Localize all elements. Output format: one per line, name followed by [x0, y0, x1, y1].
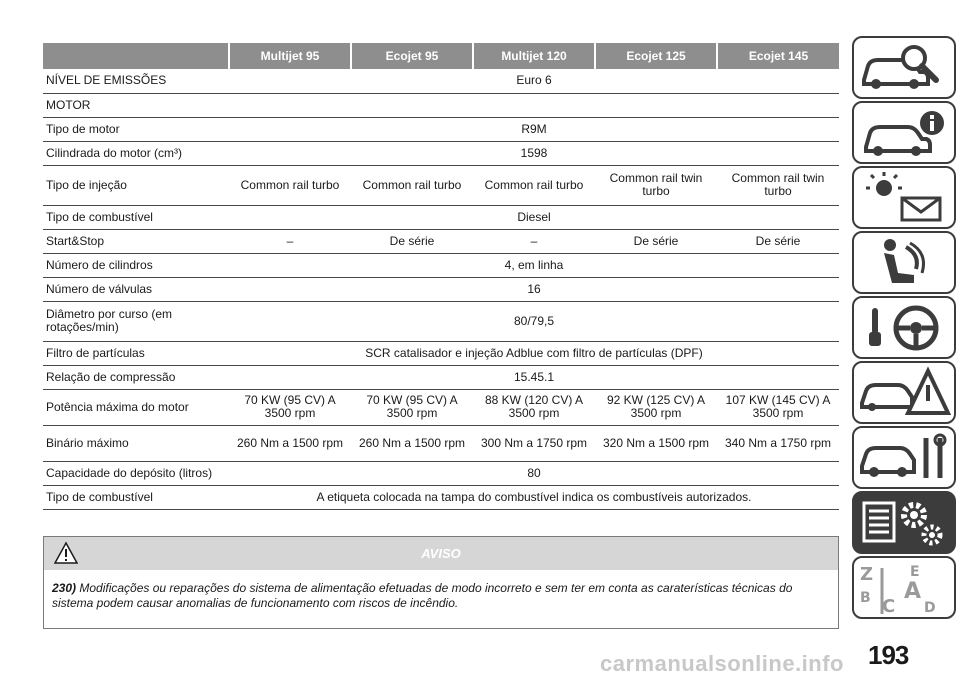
tab-emergency[interactable] — [852, 361, 956, 424]
row-value: 80 — [229, 461, 839, 485]
row-cell: 70 KW (95 CV) A 3500 rpm — [229, 389, 351, 425]
row-label: Tipo de motor — [43, 117, 229, 141]
row-label: Start&Stop — [43, 229, 229, 253]
row-value: 4, em linha — [229, 253, 839, 277]
row-value: R9M — [229, 117, 839, 141]
row-cell: – — [473, 229, 595, 253]
row-label: NÍVEL DE EMISSÕES — [43, 69, 229, 93]
row-cell: Common rail turbo — [351, 165, 473, 205]
row-label: Tipo de combustível — [43, 485, 229, 509]
row-label: Binário máximo — [43, 425, 229, 461]
warning-header — [44, 537, 838, 570]
warning-ref: 230) — [52, 581, 77, 595]
warning-title: AVISO — [421, 546, 461, 561]
page-number: 193 — [868, 640, 909, 670]
warning-light-message-icon — [854, 168, 954, 227]
watermark: carmanualsonline.info — [600, 651, 844, 676]
key-steering-wheel-icon — [854, 298, 954, 357]
table-row — [43, 253, 839, 277]
table-row — [43, 461, 839, 485]
car-search-icon — [854, 38, 954, 97]
table-row — [43, 485, 839, 509]
row-value: SCR catalisador e injeção Adblue com filtro de partículas (DPF) — [229, 341, 839, 365]
tab-starting-driving[interactable] — [852, 296, 956, 359]
row-label: Cilindrada do motor (cm³) — [43, 141, 229, 165]
tab-alphabetical-index[interactable] — [852, 556, 956, 619]
row-cell: De série — [717, 229, 839, 253]
tab-technical-specifications[interactable] — [852, 491, 956, 554]
table-row — [43, 93, 839, 117]
row-label: MOTOR — [43, 93, 229, 117]
specifications-gears-icon — [854, 493, 954, 552]
tab-car-search[interactable] — [852, 36, 956, 99]
car-info-icon — [854, 103, 954, 162]
row-label: Potência máxima do motor — [43, 389, 229, 425]
tab-maintenance[interactable] — [852, 426, 956, 489]
row-cell: 320 Nm a 1500 rpm — [595, 425, 717, 461]
row-cell: 340 Nm a 1750 rpm — [717, 425, 839, 461]
header-ecojet-145: Ecojet 145 — [717, 43, 839, 69]
row-label: Número de válvulas — [43, 277, 229, 301]
row-cell: Common rail turbo — [229, 165, 351, 205]
row-value: 16 — [229, 277, 839, 301]
row-cell: 88 KW (120 CV) A 3500 rpm — [473, 389, 595, 425]
row-cell: Common rail turbo — [473, 165, 595, 205]
row-value: 15.45.1 — [229, 365, 839, 389]
tab-warning-lights[interactable] — [852, 166, 956, 229]
row-cell: De série — [351, 229, 473, 253]
row-label: Número de cilindros — [43, 253, 229, 277]
svg-text:C: C — [882, 596, 896, 617]
row-label: Filtro de partículas — [43, 341, 229, 365]
row-label: Tipo de combustível — [43, 205, 229, 229]
row-value: Diesel — [229, 205, 839, 229]
row-value: 80/79,5 — [229, 301, 839, 341]
warning-text — [52, 581, 830, 611]
header-ecojet-125: Ecojet 125 — [595, 43, 717, 69]
row-cell: 260 Nm a 1500 rpm — [229, 425, 351, 461]
tab-car-info[interactable] — [852, 101, 956, 164]
svg-text:B: B — [860, 590, 871, 606]
warning-box — [43, 536, 839, 629]
table-row — [43, 301, 839, 341]
row-value: A etiqueta colocada na tampa do combustível indica os combustíveis autorizados. — [229, 485, 839, 509]
tab-safety[interactable] — [852, 231, 956, 294]
seat-airbag-icon — [854, 233, 954, 292]
svg-text:Z: Z — [860, 564, 874, 585]
table-row — [43, 341, 839, 365]
alphabetical-index-icon — [854, 558, 954, 617]
table-row — [43, 165, 839, 205]
specifications-table — [43, 43, 839, 510]
table-row — [43, 425, 839, 461]
table-row — [43, 205, 839, 229]
svg-text:D: D — [924, 600, 936, 616]
row-cell: – — [229, 229, 351, 253]
row-cell: De série — [595, 229, 717, 253]
row-cell: 300 Nm a 1750 rpm — [473, 425, 595, 461]
table-row — [43, 365, 839, 389]
header-multijet-120: Multijet 120 — [473, 43, 595, 69]
row-value: Euro 6 — [229, 69, 839, 93]
table-row — [43, 69, 839, 93]
row-cell: 107 KW (145 CV) A 3500 rpm — [717, 389, 839, 425]
table-row — [43, 229, 839, 253]
row-label: Capacidade do depósito (litros) — [43, 461, 229, 485]
warning-body: Modificações ou reparações do sistema de alimentação efetuadas de modo incorreto e sem ter em conta as caraterísticas técnicas do sistema podem causar anomalias de funcionamento com riscos de incêndio. — [52, 581, 793, 610]
table-row — [43, 141, 839, 165]
svg-text:E: E — [910, 564, 920, 580]
car-accident-warning-icon — [854, 363, 954, 422]
row-cell: Common rail twin turbo — [717, 165, 839, 205]
table-row — [43, 389, 839, 425]
header-multijet-95: Multijet 95 — [229, 43, 351, 69]
row-value: 1598 — [229, 141, 839, 165]
row-label: Diâmetro por curso (em rotações/min) — [43, 301, 229, 341]
row-cell: 70 KW (95 CV) A 3500 rpm — [351, 389, 473, 425]
row-cell: 92 KW (125 CV) A 3500 rpm — [595, 389, 717, 425]
row-label: Tipo de injeção — [43, 165, 229, 205]
row-label: Relação de compressão — [43, 365, 229, 389]
row-cell: 260 Nm a 1500 rpm — [351, 425, 473, 461]
header-label-cell — [43, 43, 229, 69]
table-header-row — [43, 43, 839, 69]
table-row — [43, 117, 839, 141]
table-row — [43, 277, 839, 301]
header-ecojet-95: Ecojet 95 — [351, 43, 473, 69]
car-tools-icon — [854, 428, 954, 487]
svg-text:A: A — [904, 579, 922, 604]
row-value-empty — [229, 93, 839, 117]
row-cell: Common rail twin turbo — [595, 165, 717, 205]
